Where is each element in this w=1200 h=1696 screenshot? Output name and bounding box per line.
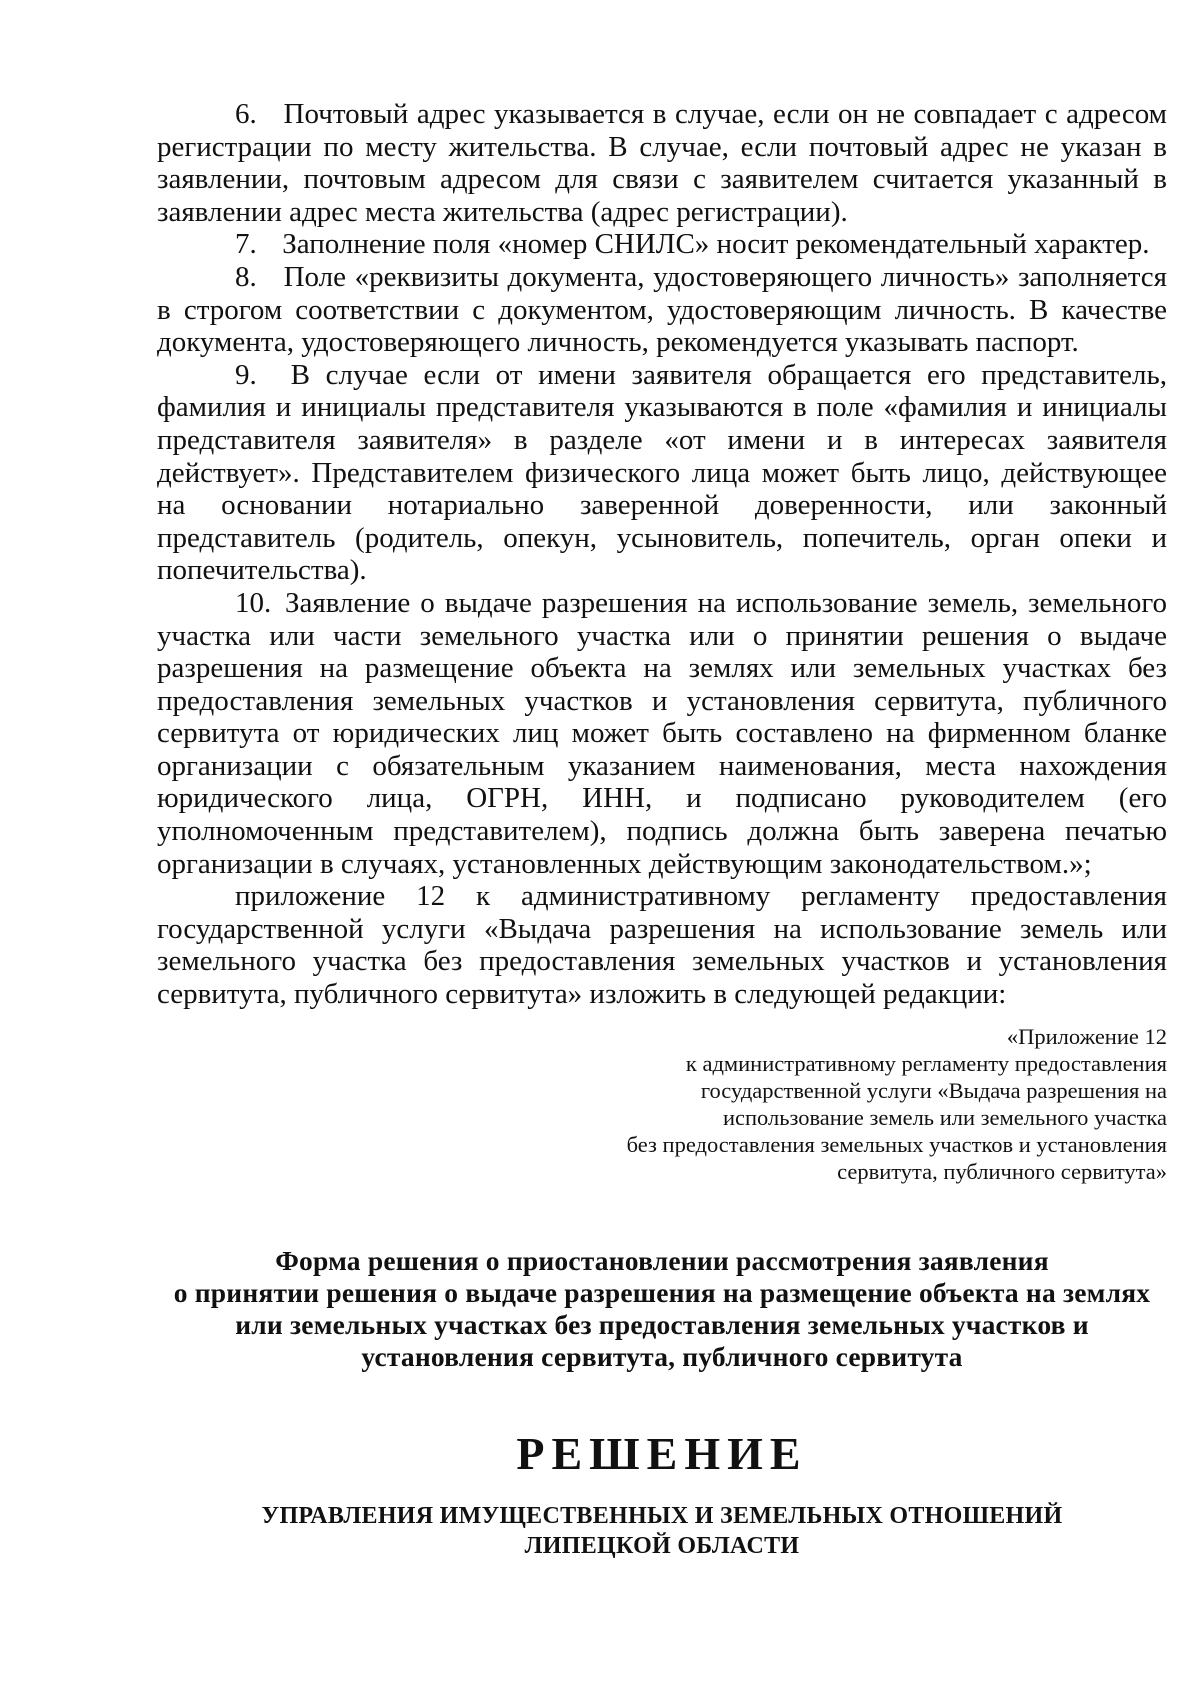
appendix-header-line: к административному регламенту предоставления [685,1050,1167,1076]
paragraph-number: 9. [235,358,257,391]
form-title [157,1245,1167,1373]
form-title-line: Форма решения о приостановлении рассмотрения заявления [275,1244,1049,1276]
paragraph-text: Заполнение поля «номер СНИЛС» носит рекомендательный характер. [282,228,1150,261]
appendix-header-line: без предоставления земельных участков и установления [626,1131,1167,1157]
appendix-header-line: государственной услуги «Выдача разрешения на [700,1077,1167,1103]
form-title-line: о принятии решения о выдаче разрешения на размещение объекта на землях [173,1276,1151,1308]
paragraph-9 [157,359,1167,587]
authority-line: ЛИПЕЦКОЙ ОБЛАСТИ [524,1532,800,1559]
appendix-header-line: «Приложение 12 [1006,1023,1167,1049]
paragraph-6 [157,98,1167,228]
paragraph-number: 10. [235,586,272,619]
paragraph-number: 7. [235,228,257,261]
paragraph-text: Поле «реквизиты документа, удостоверяющего личность» заполняется в строгом соответствии с документом, удостоверяющим личность. В качестве документа, удостоверяющего личность, рекомендуется указывать паспорт. [157,260,1167,359]
paragraph-text: Почтовый адрес указывается в случае, если он не совпадает с адресом регистрации по месту жительства. В случае, если почтовый адрес не указан в заявлении, почтовым адресом для связи с заявителем считается указанный в заявлении адрес места жительства (адрес регистрации). [157,98,1167,228]
paragraph-number: 8. [235,260,257,293]
form-title-line: установления сервитута, публичного сервитута [361,1340,963,1372]
appendix-header-line: сервитута, публичного сервитута» [837,1158,1167,1184]
appendix-header-line: использование земель или земельного участка [722,1104,1167,1130]
authority-line: УПРАВЛЕНИЯ ИМУЩЕСТВЕННЫХ И ЗЕМЕЛЬНЫХ ОТНОШЕНИЙ [261,1502,1063,1529]
appendix-header [157,1023,1167,1185]
document-page [157,98,1167,1561]
paragraph-text: Заявление о выдаче разрешения на использование земель, земельного участка или части земельного участка или о принятии решения о выдаче разрешения на размещение объекта на землях или земельных участках без предоставления земельных участков и установления сервитута, публичного сервитута от юридических лиц может быть составлено на фирменном бланке организации с обязательным указанием наименования, места нахождения юридического лица, ОГРН, ИНН, и подписано руководителем (его уполномоченным представителем), подпись должна быть заверена печатью организации в случаях, установленных действующим законодательством.»; [157,586,1167,880]
paragraph-text: В случае если от имени заявителя обращается его представитель, фамилия и инициалы представителя указываются в поле «фамилия и инициалы представителя заявителя» в разделе «от имени и в интересах заявителя действует». Представителем физического лица может быть лицо, действующее на основании нотариально заверенной доверенности, или законный представитель (родитель, опекун, усыновитель, попечитель, орган опеки и попечительства). [157,358,1168,587]
paragraph-number: 6. [235,98,257,130]
paragraph-8 [157,261,1167,359]
paragraph-7 [157,228,1167,261]
form-title-line: или земельных участках без предоставления земельных участков и [235,1308,1089,1340]
issuing-authority [157,1501,1167,1561]
paragraph-10 [157,587,1167,880]
decision-heading: РЕШЕНИЕ [516,1427,808,1479]
amendment-paragraph: приложение 12 к административному регламенту предоставления государственной услуги «Выдача разрешения на использование земель или земельного участка без предоставления земельных участков и установления сервитута, публичного сервитута» изложить в следующей редакции: [157,880,1167,1011]
